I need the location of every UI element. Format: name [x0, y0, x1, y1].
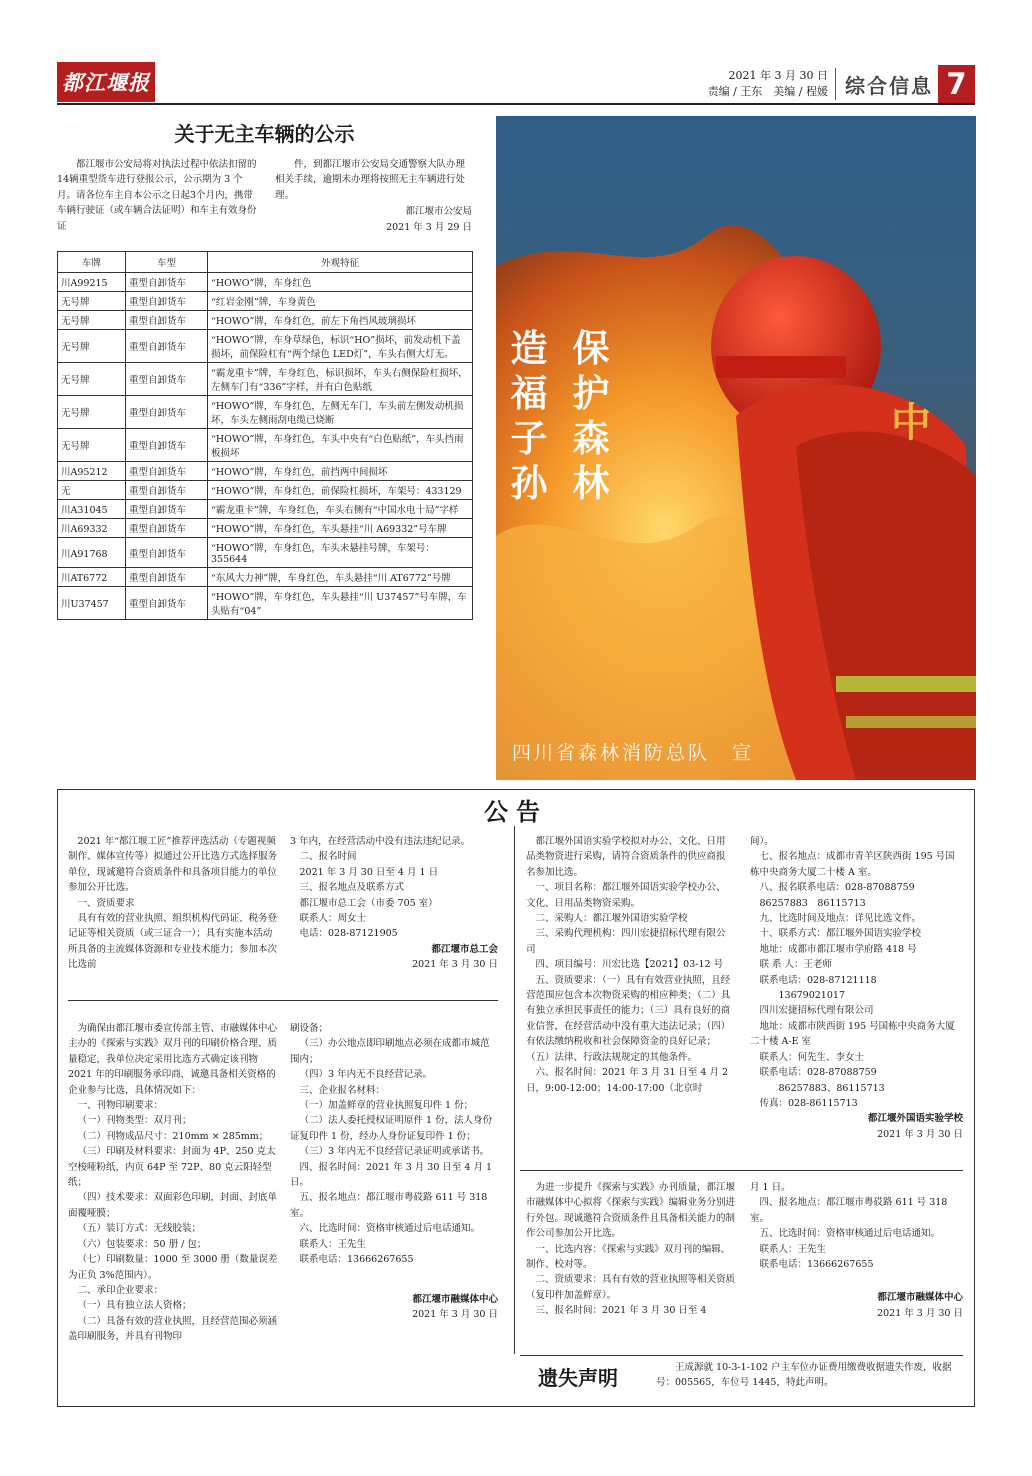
notice-b-right: [290, 1021, 498, 1322]
table-row: [58, 568, 473, 587]
notice-paragraph: 地址：成都市陕西街 195 号国栋中央商务大厦二十楼 A-E 室: [750, 1020, 955, 1048]
notice-paragraph: 五、比选时间：资格审核通过后电话通知。: [759, 1228, 941, 1240]
notice-paragraph: 九、比选时间及地点：详见比选文件。: [759, 913, 922, 925]
type-cell: 重型自卸货车: [126, 429, 208, 462]
notice-paragraph: 地址：成都市都江堰市学府路 418 号: [759, 943, 917, 955]
notice-paragraph: 二、承印企业要求：: [77, 1284, 164, 1296]
column-header: 外观特征: [208, 252, 473, 273]
notice-paragraph: （二）刊物成品尺寸：210mm × 285mm；: [77, 1130, 269, 1142]
vehicle-notice-signer: 都江堰市公安局: [405, 206, 472, 218]
notice-paragraph: 七、报名地点：成都市青羊区陕西街 195 号国栋中央商务大厦二十楼 A 室。: [750, 851, 955, 878]
feature-cell: “HOWO”牌，车身红色，前挡两中间损坏: [208, 462, 473, 481]
type-cell: 重型自卸货车: [126, 481, 208, 500]
notice-d-divider: [520, 1355, 963, 1356]
svg-text:中: 中: [891, 400, 931, 446]
feature-cell: “HOWO”牌，车身草绿色，标识“HO”损坏，前发动机下盖损坏，前保险杠有“两个绿色 LED灯”，车头右侧大灯无。: [208, 330, 473, 363]
feature-cell: “HOWO”牌，车身红色，前保险杠损坏，车架号：433129: [208, 481, 473, 500]
notice-paragraph: 二、资质要求：具有有效的营业执照等相关资质（复印件加盖鲜章）。: [526, 1274, 736, 1301]
type-cell: 重型自卸货车: [126, 273, 208, 292]
notice-paragraph: 联系人：王先生: [299, 1238, 367, 1250]
notice-d-left: [526, 1180, 736, 1319]
notice-c-date: 2021 年 3 月 30 日: [877, 1128, 963, 1140]
notice-paragraph: 联系人：周女士: [299, 913, 367, 925]
plate-cell: 无号牌: [58, 429, 126, 462]
feature-cell: “东风大力神”牌，车身红色，车头悬挂“川 AT6772”号牌: [208, 568, 473, 587]
plate-cell: 川AT6772: [58, 568, 126, 587]
notice-paragraph: 三、采购代理机构：四川宏捷招标代理有限公司: [526, 928, 726, 955]
feature-cell: “HOWO”牌，车身红色，车头悬挂“川 A69332”号车牌: [208, 519, 473, 538]
feature-cell: “红岩金刚”牌，车身黄色: [208, 292, 473, 311]
notice-paragraph: 传真：028-86115713: [759, 1097, 858, 1109]
plate-cell: 无号牌: [58, 311, 126, 330]
notice-paragraph: 四川宏捷招标代理有限公司: [759, 1005, 874, 1017]
vehicle-notice-text: 件，到都江堰市公安局交通警察大队办理相关手续，逾期未办理将按照无主车辆进行处理。: [275, 159, 466, 201]
notice-paragraph: 一、刊物印刷要求：: [77, 1100, 164, 1112]
notice-paragraph: 四、报名地点：都江堰市粤砹路 611 号 318 室。: [750, 1197, 948, 1224]
plate-cell: 川A95212: [58, 462, 126, 481]
notice-paragraph: 六、报名时间：2021 年 3 月 31 日至 4 月 2 日，9:00-12:00；14:00-17:00（北京时: [526, 1067, 729, 1094]
notice-paragraph: 三、报名时间：2021 年 3 月 30 日至 4: [535, 1305, 707, 1317]
issue-date: 2021 年 3 月 30 日: [728, 69, 828, 82]
column-header: 车牌: [58, 252, 126, 273]
lost-notice-text: 王成源就 10-3-1-102 户主车位办证费用缴费收据遗失作废，收据号：005565，车位号 1445，特此声明。: [656, 1362, 952, 1389]
plate-cell: 川A31045: [58, 500, 126, 519]
notice-paragraph: 都江堰外国语实验学校拟对办公、文化、日用品类物资进行采购，请符合资质条件的供应商报名参加比选。: [526, 836, 726, 878]
notice-c-divider: [520, 1170, 963, 1171]
table-row: [58, 330, 473, 363]
plate-cell: 川A99215: [58, 273, 126, 292]
plate-cell: 川A91768: [58, 538, 126, 568]
notice-paragraph: 四、报名时间：2021 年 3 月 30 日至 4 月 1 日。: [290, 1161, 493, 1189]
notice-paragraph: 为进一步提升《探索与实践》办刊质量，都江堰市融媒体中心拟将《探索与实践》编辑业务分别进行外包。现诚邀符合资质条件且具备相关能力的制作公司参加公开比选。: [526, 1182, 736, 1240]
notice-paragraph: 2021 年“都江堰工匠”推荐评选活动（专题视频制作、媒体宣传等）拟通过公开比选方式选择服务单位，现诚邀符合资质条件和具备项目能力的单位参加公开比选。: [68, 836, 278, 894]
notice-paragraph: （五）装订方式：无线胶装；: [77, 1223, 202, 1235]
editors-line: 责编 / 王东 美编 / 程媛: [707, 85, 828, 98]
feature-cell: “HOWO”牌，车身红色，前左下角挡风玻璃损坏: [208, 311, 473, 330]
notice-paragraph: 五、资质要求：（一）具有有效营业执照，且经营范围应包含本次物资采购的相应种类；（二）具有独立承担民事责任的能力；（三）具有良好的商业信誉，在经营活动中没有重大违法记录；（四）有依法缴纳税收和社会保障资金的良好记录；（五）法律、行政法规规定的其他条件。: [526, 974, 731, 1063]
notice-a-right: [290, 834, 498, 973]
notice-paragraph: （四）技术要求：双面彩色印刷，封面、封底单面覆哑膜；: [68, 1192, 278, 1219]
header-divider: [835, 68, 836, 100]
plate-cell: 川A69332: [58, 519, 126, 538]
notice-paragraph: 二、报名时间: [299, 851, 357, 863]
notice-paragraph: （二）具备有效的营业执照，且经营范围必须涵盖印刷服务，并具有刊物印: [68, 1315, 278, 1343]
vehicle-table: [57, 251, 473, 620]
notice-paragraph: （一）具有独立法人资格；: [77, 1300, 192, 1312]
type-cell: 重型自卸货车: [126, 311, 208, 330]
type-cell: 重型自卸货车: [126, 587, 208, 620]
notice-paragraph: 86257883 86115713: [759, 897, 866, 909]
type-cell: 重型自卸货车: [126, 568, 208, 587]
notice-paragraph: （三）印刷及材料要求：封面为 4P、250 克太空梭哑粉纸，内页 64P 至 72P、80 克云阳轻型纸；: [68, 1146, 276, 1189]
notice-b-left: [68, 1021, 278, 1345]
notice-paragraph: 电话：028-87121905: [299, 928, 398, 940]
notice-paragraph: 间）。: [750, 836, 774, 847]
notice-a-signer: 都江堰市总工会: [431, 943, 498, 955]
notice-paragraph: 一、项目名称：都江堰外国语实验学校办公、文化、日用品类物资采购。: [526, 882, 726, 909]
type-cell: 重型自卸货车: [126, 330, 208, 363]
notice-paragraph: 联系电话：028-87088759: [759, 1067, 877, 1079]
slogan-line-1: 保护森林: [572, 327, 610, 505]
table-row: [58, 396, 473, 429]
plate-cell: 无号牌: [58, 363, 126, 396]
notices-title: 公告: [484, 797, 548, 826]
newspaper-logo: 都江堰报: [57, 62, 155, 102]
header-rule: [57, 103, 975, 105]
feature-cell: “霸龙重卡”牌，车身红色，车头右侧有“中国水电十局”字样: [208, 500, 473, 519]
notice-paragraph: （一）加盖鲜章的营业执照复印件 1 份；: [299, 1100, 474, 1112]
table-row: [58, 311, 473, 330]
type-cell: 重型自卸货车: [126, 462, 208, 481]
slogan-line-2: 造福子孙: [510, 327, 548, 505]
notice-d-right: [750, 1180, 963, 1321]
notice-a-divider: [68, 1000, 498, 1001]
plate-cell: 无号牌: [58, 292, 126, 311]
notice-paragraph: 二、采购人：都江堰外国语实验学校: [535, 913, 688, 925]
type-cell: 重型自卸货车: [126, 363, 208, 396]
feature-cell: “HOWO”牌，车身红色，左侧无车门，车头前左侧发动机损坏，车头左侧雨刮电缆已烧断: [208, 396, 473, 429]
notice-paragraph: 十、联系方式：都江堰外国语实验学校: [759, 928, 922, 940]
table-row: [58, 292, 473, 311]
page-number: 7: [938, 65, 975, 103]
notice-paragraph: （三）3 年内无不良经营记录证明或承诺书。: [299, 1146, 490, 1158]
notice-paragraph: 联系电话：13666267655: [299, 1254, 414, 1266]
notice-paragraph: 月 1 日。: [750, 1182, 791, 1193]
notice-paragraph: 八、报名联系电话：028-87088759: [759, 882, 915, 894]
notice-paragraph: 3 年内，在经营活动中没有违法违纪记录。: [290, 836, 471, 847]
type-cell: 重型自卸货车: [126, 292, 208, 311]
notice-paragraph: 五、报名地点：都江堰市粤砹路 611 号 318 室。: [290, 1192, 488, 1219]
plate-cell: 无号牌: [58, 396, 126, 429]
notice-paragraph: （七）印刷数量：1000 至 3000 册（数量误差为正负 3%范围内）。: [68, 1254, 278, 1281]
table-row: [58, 363, 473, 396]
feature-cell: “霸龙重卡”牌，车身红色，标识损坏，车头右侧保险杠损坏，左侧车门有“336”字样，并有白色贴纸: [208, 363, 473, 396]
notice-c-signer: 都江堰外国语实验学校: [867, 1113, 963, 1125]
notices-center-divider: [514, 826, 515, 1354]
notice-paragraph: 刷设备；: [290, 1023, 329, 1034]
vehicle-table-header: [58, 252, 473, 273]
type-cell: 重型自卸货车: [126, 500, 208, 519]
notice-paragraph: 13679021017: [778, 990, 845, 1002]
notice-paragraph: 具有有效的营业执照、组织机构代码证、税务登记证等相关资质（或三证合一）；具有实施本活动所具备的主流媒体资源和专业技术能力；参加本次比选前: [68, 913, 278, 971]
notice-paragraph: 联系电话：13666267655: [759, 1259, 874, 1271]
type-cell: 重型自卸货车: [126, 396, 208, 429]
notice-d-signer: 都江堰市融媒体中心: [877, 1292, 963, 1304]
notice-a-date: 2021 年 3 月 30 日: [412, 959, 498, 971]
plate-cell: 无: [58, 481, 126, 500]
notice-b-date: 2021 年 3 月 30 日: [412, 1308, 498, 1320]
notice-paragraph: 四、项目编号：川宏比选【2021】03-12 号: [535, 959, 724, 971]
notice-paragraph: 2021 年 3 月 30 日至 4 月 1 日: [299, 866, 439, 878]
notice-paragraph: 三、企业报名材料：: [299, 1084, 386, 1096]
plate-cell: 无号牌: [58, 330, 126, 363]
notice-c-right: [750, 834, 963, 1142]
notice-paragraph: 联系人：何先生、李女士: [759, 1051, 865, 1063]
section-title: 综合信息: [845, 74, 933, 98]
vehicle-notice-col2: [275, 157, 472, 235]
table-row: [58, 500, 473, 519]
notice-paragraph: 联系电话：028-87121118: [759, 974, 877, 986]
notice-paragraph: 联系人：王先生: [759, 1243, 827, 1255]
type-cell: 重型自卸货车: [126, 538, 208, 568]
vehicle-notice-title: 关于无主车辆的公示: [174, 122, 355, 146]
notice-paragraph: 三、报名地点及联系方式: [299, 882, 405, 894]
feature-cell: “HOWO”牌，车身红色，车头未悬挂号牌，车架号：355644: [208, 538, 473, 568]
table-row: [58, 481, 473, 500]
notice-paragraph: （三）办公地点即印刷地点必须在成都市城范围内；: [290, 1038, 490, 1065]
notice-paragraph: 六、比选时间：资格审核通过后电话通知。: [299, 1223, 481, 1235]
feature-cell: “HOWO”牌，车身红色，车头中央有“白色贴纸”，车头挡雨板损坏: [208, 429, 473, 462]
notice-b-signer: 都江堰市融媒体中心: [412, 1293, 498, 1305]
notice-paragraph: 一、资质要求: [77, 897, 135, 909]
table-row: [58, 429, 473, 462]
notice-paragraph: 联 系 人：王老师: [759, 959, 833, 971]
notice-paragraph: （一）刊物类型：双月刊；: [77, 1115, 192, 1127]
notice-paragraph: 都江堰市总工会（市委 705 室）: [299, 897, 438, 909]
poster-caption: 四川省森林消防总队 宣: [512, 742, 755, 764]
vehicle-notice-date: 2021 年 3 月 29 日: [386, 221, 472, 233]
table-row: [58, 273, 473, 292]
lost-notice-title: 遗失声明: [538, 1366, 618, 1390]
notice-paragraph: 86257883、86115713: [778, 1082, 885, 1094]
table-row: [58, 587, 473, 620]
table-row: [58, 519, 473, 538]
feature-cell: “HOWO”牌，车身红色: [208, 273, 473, 292]
notice-paragraph: （六）包装要求：50 册 / 包；: [77, 1238, 207, 1250]
vehicle-notice-col1: 都江堰市公安局将对执法过程中依法扣留的 14辆重型货车进行登报公示，公示期为 3 个月。请各位车主自本公示之日起3个月内，携带车辆行驶证（或车辆合法证明）和车主有效身份证: [57, 159, 257, 232]
table-row: [58, 462, 473, 481]
feature-cell: “HOWO”牌，车身红色，车头悬挂“川 U37457”号车牌，车头贴有“04”: [208, 587, 473, 620]
notice-c-left: [526, 834, 734, 1096]
column-header: 车型: [126, 252, 208, 273]
notice-paragraph: 为确保由都江堰市委宣传部主管、市融媒体中心主办的《探索与实践》双月刊的印刷价格合理、质量稳定，我单位决定采用比选方式确定该刊物 2021 年的印刷服务承印商，诚邀具备相关资格的企业参与比选，具体情况如下：: [68, 1023, 278, 1096]
notice-paragraph: 一、比选内容：《探索与实践》双月刊的编辑、制作、校对等。: [526, 1243, 731, 1271]
type-cell: 重型自卸货车: [126, 519, 208, 538]
notice-paragraph: （四）3 年内无不良经营记录。: [299, 1069, 433, 1081]
table-row: [58, 538, 473, 568]
notice-paragraph: （二）法人委托授权证明原件 1 份，法人身份证复印件 1 份，经办人身份证复印件 1 份；: [290, 1115, 493, 1142]
notice-d-date: 2021 年 3 月 30 日: [877, 1307, 963, 1319]
notice-a-left: [68, 834, 278, 973]
plate-cell: 川U37457: [58, 587, 126, 620]
